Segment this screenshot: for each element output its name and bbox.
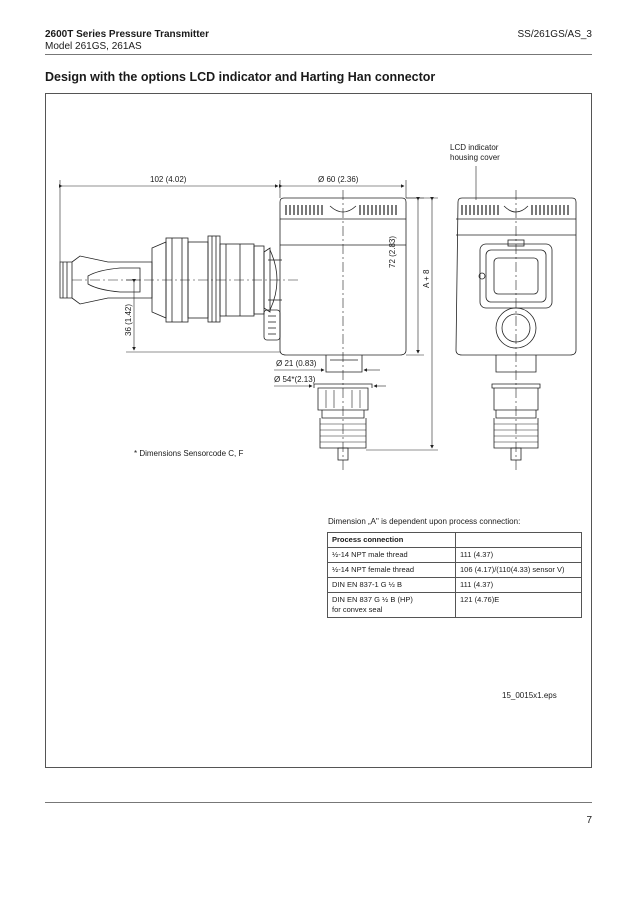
table-cell-connection: DIN EN 837-1 G ½ B	[328, 578, 456, 593]
table-row	[328, 578, 582, 593]
table-cell-connection	[328, 593, 456, 618]
table-header-empty	[456, 533, 582, 548]
table-cell-value: 111 (4.37)	[456, 548, 582, 563]
dim-diameter-label: Ø 60 (2.36)	[318, 175, 359, 184]
dim-d54-label: Ø 54*(2.13)	[274, 375, 316, 384]
table-row	[328, 563, 582, 578]
model-line: Model 261GS, 261AS	[45, 41, 142, 52]
dim-36-label: 36 (1.42)	[124, 303, 133, 336]
center-lines	[72, 190, 516, 470]
dim-a-label: A + 8	[422, 269, 431, 288]
dim-height-label: 72 (2.83)	[388, 235, 397, 268]
section-title: Design with the options LCD indicator and Harting Han connector	[45, 70, 436, 84]
table-cell-connection-line2: for convex seal	[332, 605, 383, 614]
table-row	[328, 593, 582, 618]
table-cell-value: 121 (4.76)E	[456, 593, 582, 618]
table-header-row	[328, 533, 582, 548]
lcd-cover-label-2: housing cover	[450, 153, 500, 162]
dim-d21-label: Ø 21 (0.83)	[276, 359, 317, 368]
product-title: 2600T Series Pressure Transmitter	[45, 29, 209, 40]
dim-width-label: 102 (4.02)	[150, 175, 187, 184]
harting-connector	[60, 236, 282, 322]
doc-code: SS/261GS/AS_3	[517, 29, 592, 40]
page-number: 7	[586, 815, 592, 826]
process-connection-table	[327, 532, 582, 618]
table-cell-connection-line1: DIN EN 837 G ½ B (HP)	[332, 595, 413, 604]
table-cell-value: 111 (4.37)	[456, 578, 582, 593]
dimension-lines	[60, 166, 476, 450]
table-cell-connection: ½-14 NPT male thread	[328, 548, 456, 563]
table-row	[328, 548, 582, 563]
footer-divider	[45, 802, 592, 803]
lcd-cover-label-1: LCD indicator	[450, 143, 499, 152]
figure-filename: 15_0015x1.eps	[502, 691, 557, 700]
front-housing	[264, 198, 406, 460]
table-cell-value: 106 (4.17)/(110(4.33) sensor V)	[456, 563, 582, 578]
dimension-note: Dimension „A" is dependent upon process connection:	[328, 517, 521, 526]
sensorcode-note: * Dimensions Sensorcode C, F	[134, 449, 244, 458]
table-cell-connection: ½-14 NPT female thread	[328, 563, 456, 578]
table-header: Process connection	[328, 533, 456, 548]
